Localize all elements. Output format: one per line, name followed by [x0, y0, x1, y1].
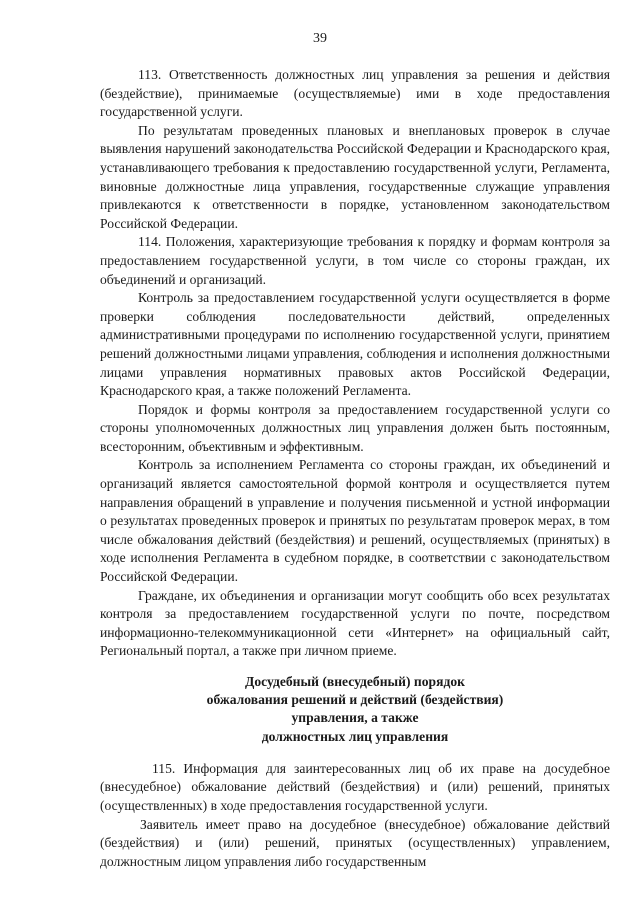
paragraph-115: 115. Информация для заинтересованных лиц об их праве на досудебное (внесудебное) обжалование действий (бездействия) и (или) решений, принятых (осуществленных) в ходе предоставления государственной услуги. [100, 760, 610, 813]
paragraph-control-procedure: Порядок и формы контроля за предоставлением государственной услуги со стороны уполномоченных должностных лиц управления должен быть постоянным, всесторонним, объективным и эффективным. [100, 401, 610, 454]
document-body [100, 66, 610, 871]
section-heading [100, 673, 610, 746]
page-number: 39 [313, 31, 327, 46]
paragraph-114: 114. Положения, характеризующие требования к порядку и формам контроля за предоставлением государственной услуги, в том числе со стороны граждан, их объединений и организаций. [100, 234, 610, 287]
section-heading-line: Досудебный (внесудебный) порядок [245, 674, 465, 689]
paragraph-113: 113. Ответственность должностных лиц управления за решения и действия (бездействие), принимаемые (осуществляемые) ими в ходе предоставления государственной услуги. [100, 67, 610, 120]
section-heading-line: управления, а также [291, 710, 419, 726]
paragraph-applicant-rights: Заявитель имеет право на досудебное (внесудебное) обжалование действий (бездействия) и (или) решений, принятых (осуществленных) управлением, должностным лицом управления либо государственным [100, 816, 610, 869]
section-heading-line: обжалования решений и действий (бездействия) [206, 692, 504, 708]
paragraph-control-form: Контроль за предоставлением государственной услуги осуществляется в форме проверки соблюдения последовательности действий, определенных административными процедурами по исполнению государственной услуги, принятием решений должностными лицами управления, соблюдения и исполнения должностными лицами управления нормативных правовых актов Российской Федерации, Краснодарского края, а также положений Регламента. [100, 290, 610, 399]
paragraph-citizen-reporting: Граждане, их объединения и организации могут сообщить обо всех результатах контроля за предоставлением государственной услуги по почте, посредством информационно-телекоммуникационной сети «Интернет» на официальный сайт, Региональный портал, а также при личном приеме. [100, 587, 610, 659]
paragraph-citizen-control: Контроль за исполнением Регламента со стороны граждан, их объединений и организаций является самостоятельной формой контроля и осуществляется путем направления обращений в управление и получения письменной и устной информации о результатах проведенных проверок и принятых по результатам проверок мерах, в том числе обжалования действий (бездействия) и решений, осуществляемых (принятых) в ходе исполнения Регламента в судебном порядке, в соответствии с законодательством Российской Федерации. [100, 457, 610, 585]
section-heading-line: должностных лиц управления [261, 728, 449, 744]
paragraph-inspection-results: По результатам проведенных плановых и внеплановых проверок в случае выявления нарушений законодательства Российской Федерации и Краснодарского края, устанавливающего требования к предоставлению государственной услуги, Регламента, виновные должностные лица управления, государственные служащие управления привлекаются к ответственности в порядке, установленном законодательством Российской Федерации. [100, 122, 610, 231]
